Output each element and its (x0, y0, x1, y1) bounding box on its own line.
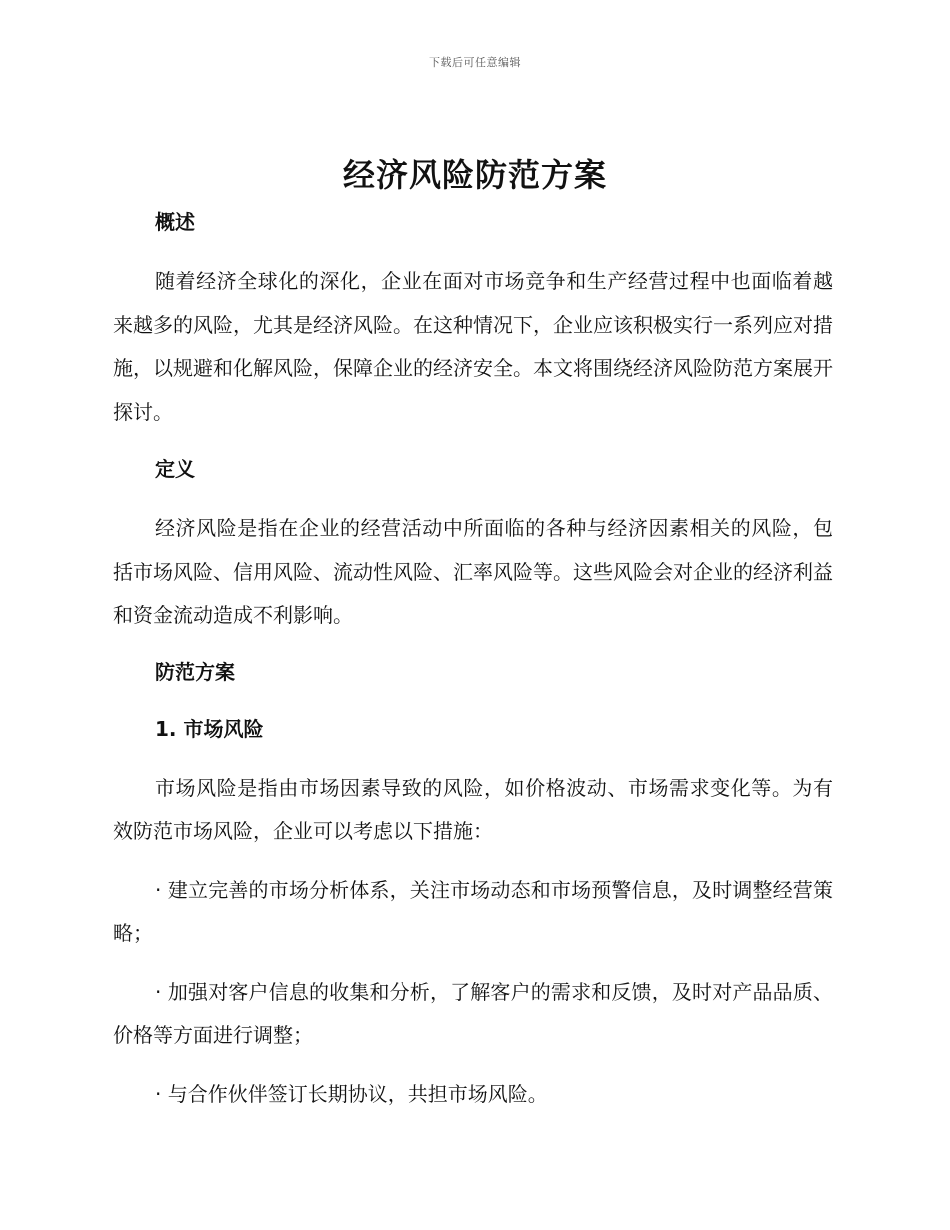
bullet-item-customer-info: · 加强对客户信息的收集和分析，了解客户的需求和反馈，及时对产品品质、价格等方面进行调整； (113, 979, 833, 1047)
section-heading-definition: 定义 (155, 457, 195, 481)
paragraph-market-risk: 市场风险是指由市场因素导致的风险，如价格波动、市场需求变化等。为有效防范市场风险，企业可以考虑以下措施： (113, 775, 833, 843)
paragraph-definition: 经济风险是指在企业的经营活动中所面临的各种与经济因素相关的风险，包括市场风险、信用风险、流动性风险、汇率风险等。这些风险会对企业的经济利益和资金流动造成不利影响。 (113, 516, 833, 627)
document-body (113, 205, 833, 1116)
bullet-item-market-analysis: · 建立完善的市场分析体系，关注市场动态和市场预警信息，及时调整经营策略； (113, 877, 833, 945)
document-title: 经济风险防范方案 (342, 156, 607, 194)
bullet-item-partner-agreement: · 与合作伙伴签订长期协议，共担市场风险。 (155, 1081, 548, 1106)
subsection-heading-market-risk: 1. 市场风险 (155, 716, 264, 741)
paragraph-overview: 随着经济全球化的深化，企业在面对市场竞争和生产经营过程中也面临着越来越多的风险，尤其是经济风险。在这种情况下，企业应该积极实行一系列应对措施，以规避和化解风险，保障企业的经济安全。本文将围绕经济风险防范方案展开探讨。 (113, 269, 833, 424)
section-heading-prevention: 防范方案 (155, 659, 235, 684)
section-heading-overview: 概述 (155, 210, 195, 234)
header-note: 下载后可任意编辑 (429, 56, 521, 69)
